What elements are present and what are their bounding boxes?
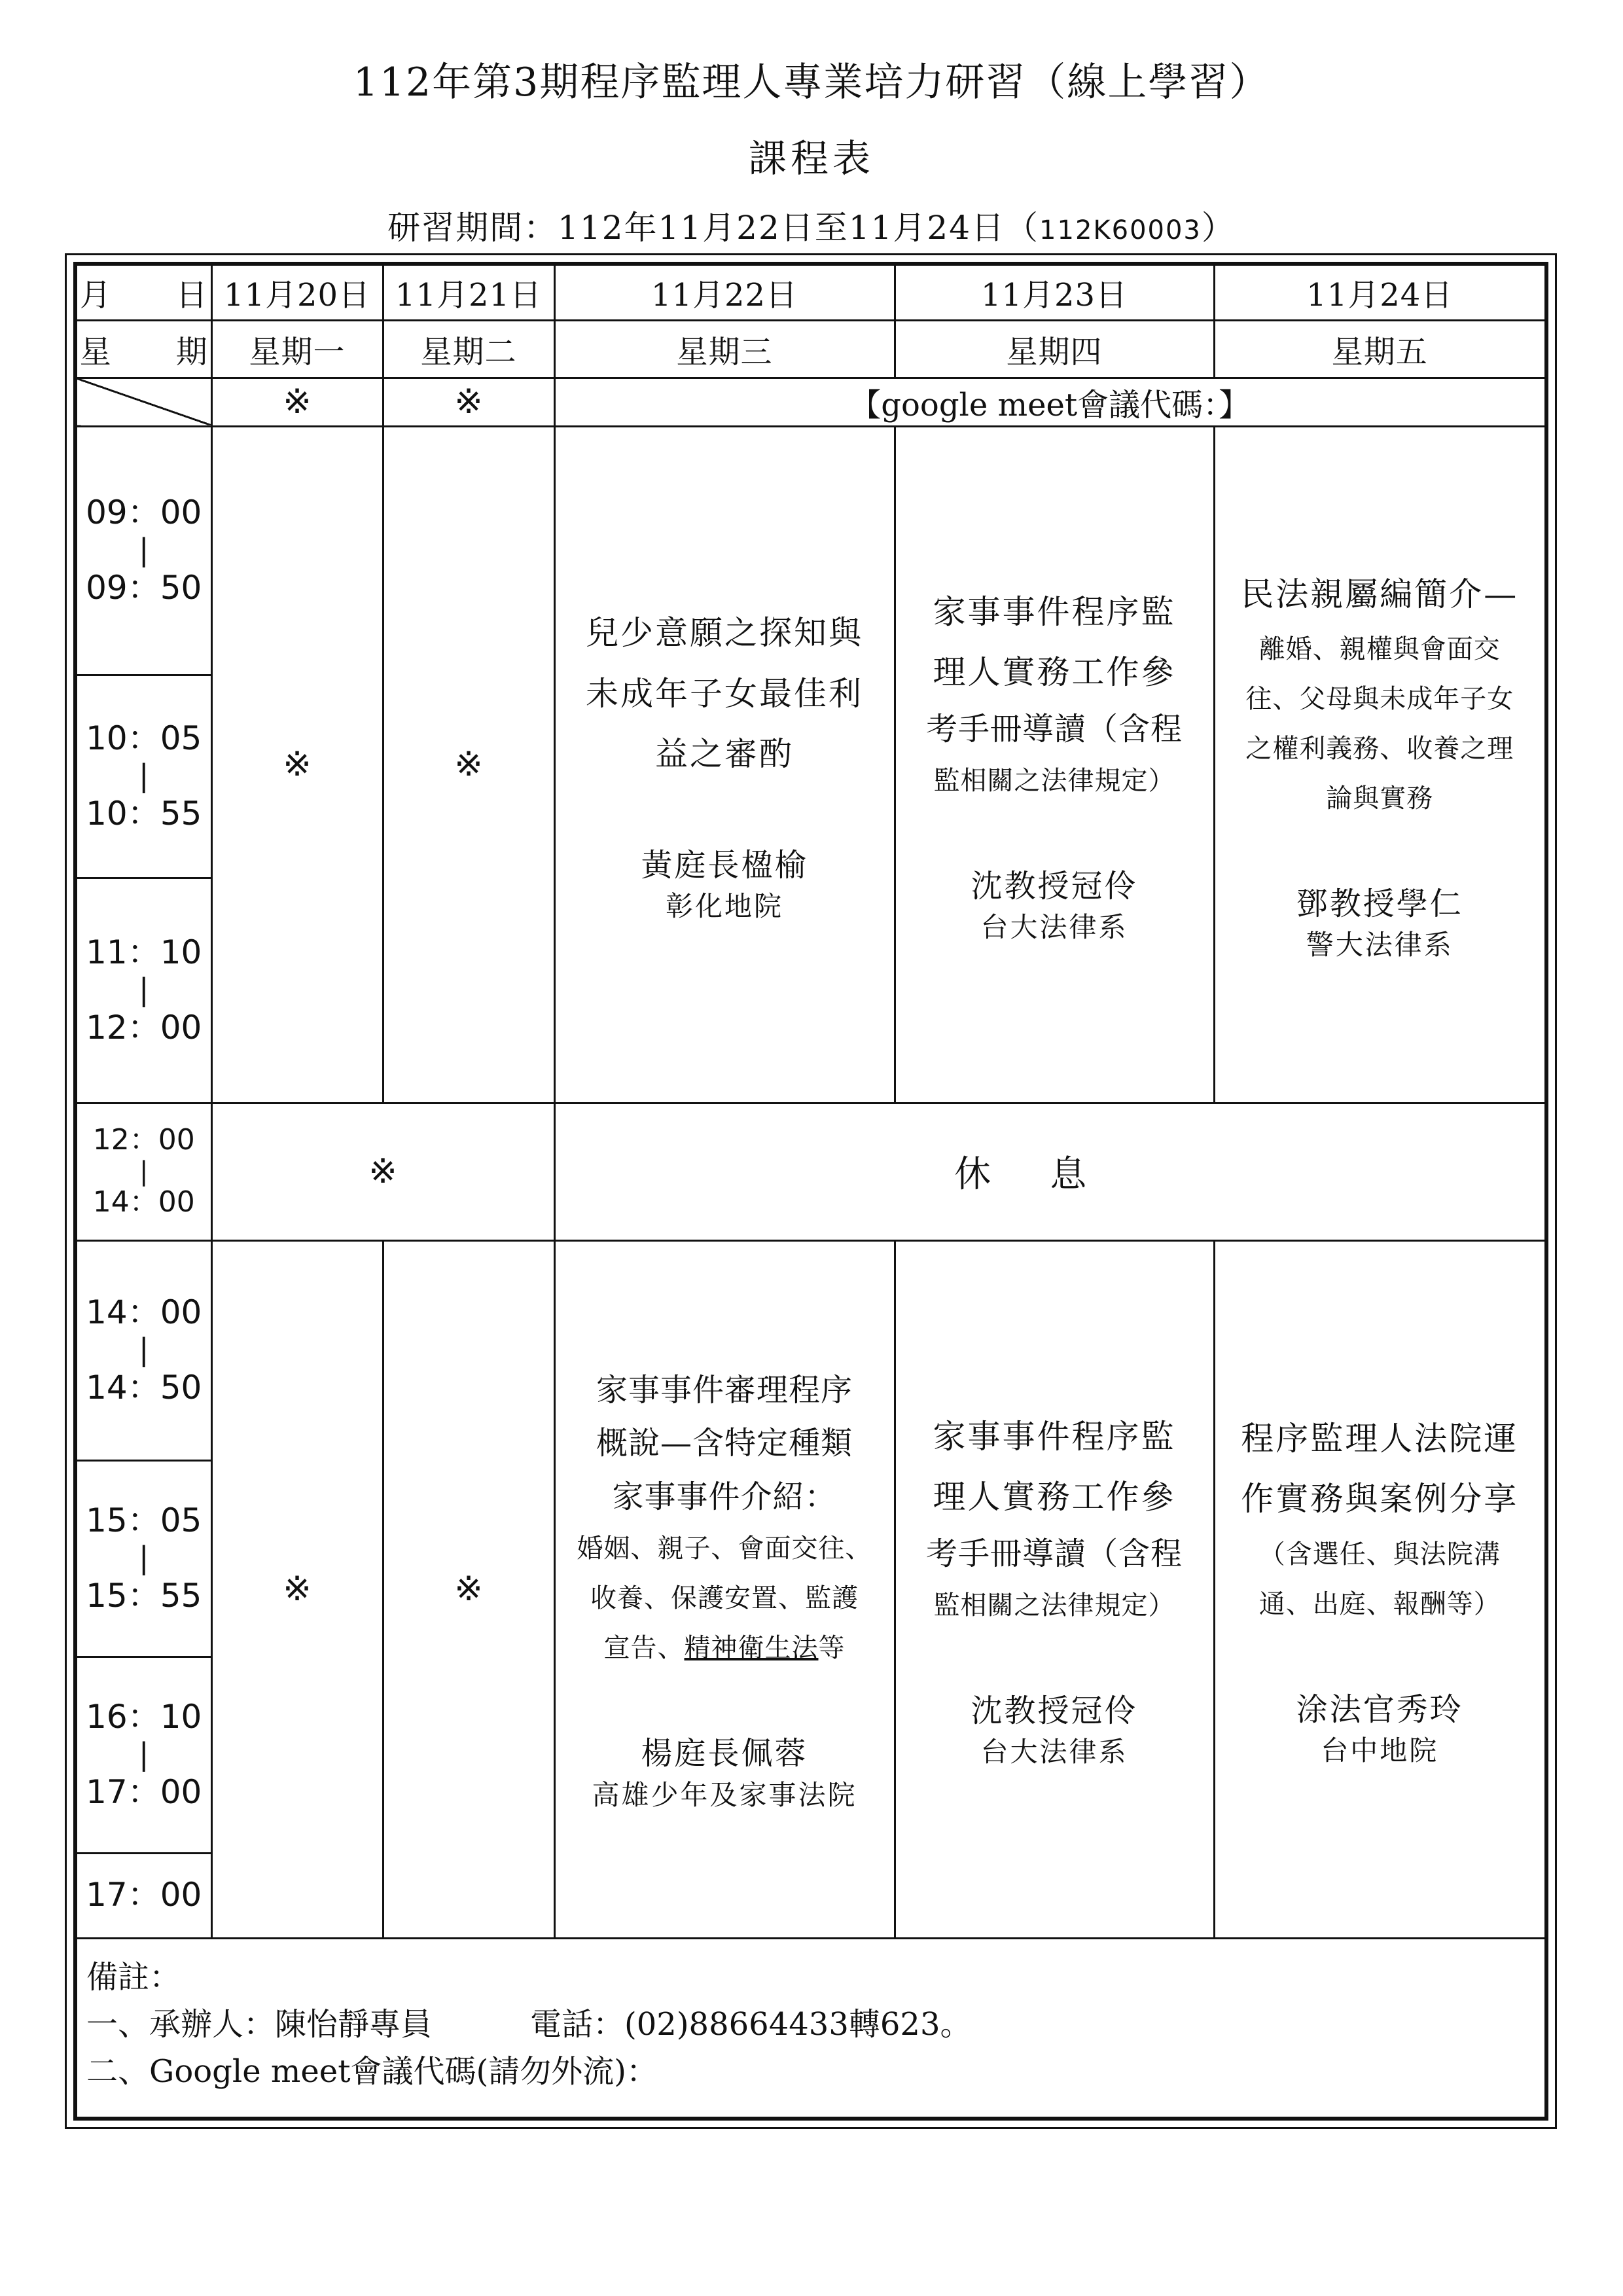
weekday-thu: 星期四 [895, 320, 1214, 378]
course-title: 家事事件介紹： [612, 1478, 837, 1515]
date-wed: 11月22日 [554, 264, 895, 320]
course-fri-morning [1214, 426, 1546, 1103]
course-detail: 離婚、親權與會面交 [1258, 634, 1501, 665]
mark-mon-meet: ※ [211, 378, 383, 426]
slot-row [75, 426, 1546, 675]
mark-mon-morning: ※ [211, 426, 383, 1103]
notes-label: 備註： [86, 1958, 181, 1996]
detail-suffix: 等 [818, 1633, 846, 1664]
lecturer: 鄧教授學仁 [1296, 886, 1463, 923]
affiliation: 台大法律系 [980, 1736, 1128, 1768]
row-label-date: 月 日 [75, 264, 211, 320]
mark-tue-meet: ※ [383, 378, 554, 426]
course-detail: 通、出庭、報酬等） [1258, 1588, 1501, 1619]
time-slot-1110 [75, 878, 211, 1103]
time-end: 10：55 [86, 794, 202, 833]
time-slot-lunch [75, 1103, 211, 1240]
time-slot-end [75, 1853, 211, 1938]
course-wed-morning [554, 426, 895, 1103]
course-detail: 往、父母與未成年子女 [1245, 684, 1514, 715]
course-detail: （含選任、與法院溝 [1258, 1539, 1501, 1570]
weekday-tue: 星期二 [383, 320, 554, 378]
mark-mon-afternoon: ※ [211, 1240, 383, 1938]
time-start: 16：10 [86, 1697, 202, 1736]
time-slot-1005 [75, 675, 211, 878]
course-title: 概說—含特定種類 [596, 1425, 853, 1462]
lecturer: 沈教授冠伶 [971, 868, 1138, 905]
lecturer: 涂法官秀玲 [1296, 1691, 1463, 1728]
time-slot-1505 [75, 1460, 211, 1657]
mark-lunch: ※ [211, 1103, 554, 1240]
page-title: 112年第3期程序監理人專業培力研習（線上學習） [353, 60, 1270, 105]
affiliation: 高雄少年及家事法院 [592, 1778, 857, 1811]
weekday-mon: 星期一 [211, 320, 383, 378]
underlined-law-name: 精神衛生法 [684, 1633, 819, 1664]
course-title: 未成年子女最佳利 [586, 674, 863, 713]
course-detail: 監相關之法律規定） [933, 766, 1175, 797]
notes [75, 1938, 1546, 2119]
rest-label: 休息 [554, 1103, 1546, 1240]
affiliation: 台大法律系 [980, 911, 1128, 944]
detail-prefix: 宣告、 [603, 1633, 685, 1664]
lunch-row [75, 1103, 1546, 1240]
time-end: 14：00 [92, 1185, 195, 1219]
notes-row [75, 1938, 1546, 2119]
time-start: 15：05 [86, 1501, 202, 1539]
study-period-label: 研習期間：112年11月22日至11月24日（ [387, 209, 1040, 247]
time-separator: | [139, 532, 149, 568]
contact-phone: 電話：(02)88664433轉623。 [530, 2005, 972, 2043]
course-thu-afternoon [895, 1240, 1214, 1938]
study-period [0, 202, 1623, 249]
course-title: 作實務與案例分享 [1241, 1480, 1519, 1518]
row-label-weekday: 星 期 [75, 320, 211, 378]
time-slot-1610 [75, 1657, 211, 1853]
course-detail: 收養、保護安置、監護 [590, 1583, 859, 1614]
affiliation: 彰化地院 [665, 889, 783, 922]
page-subtitle: 課程表 [748, 136, 874, 181]
course-title: 民法親屬編簡介— [1241, 575, 1519, 613]
time-separator: | [139, 1736, 149, 1772]
date-row [75, 264, 1546, 320]
notes-line-meet-code: 二、Google meet會議代碼(請勿外流)： [86, 2053, 658, 2090]
course-title: 理人實務工作參 [933, 653, 1176, 692]
course-wed-afternoon [554, 1240, 895, 1938]
time-end: 17：00 [86, 1772, 202, 1811]
lecturer: 黃庭長楹榆 [641, 846, 808, 884]
diagonal-header-cell [75, 378, 211, 426]
affiliation: 警大法律系 [1306, 929, 1454, 961]
time-start: 12：00 [92, 1123, 195, 1157]
mark-tue-afternoon: ※ [383, 1240, 554, 1938]
course-title: 家事事件程序監 [933, 592, 1176, 631]
schedule-table [73, 262, 1548, 2121]
time-end: 15：55 [86, 1576, 202, 1615]
course-title: 考手冊導讀（含程 [925, 710, 1183, 747]
course-code: 112K60003 [1039, 215, 1202, 245]
date-fri: 11月24日 [1214, 264, 1546, 320]
meet-row [75, 378, 1546, 426]
mark-tue-morning: ※ [383, 426, 554, 1103]
affiliation: 台中地院 [1321, 1734, 1439, 1767]
course-title: 考手冊導讀（含程 [925, 1535, 1183, 1572]
course-detail: 監相關之法律規定） [933, 1590, 1175, 1621]
course-title: 益之審酌 [655, 735, 794, 774]
course-title: 兒少意願之探知與 [586, 614, 863, 653]
weekday-fri: 星期五 [1214, 320, 1546, 378]
date-tue: 11月21日 [383, 264, 554, 320]
course-title: 理人實務工作參 [933, 1478, 1176, 1516]
date-mon: 11月20日 [211, 264, 383, 320]
time-separator: | [139, 758, 149, 794]
time-start: 09：00 [86, 493, 202, 531]
time-slot-1400 [75, 1240, 211, 1460]
study-period-close: ） [1201, 209, 1236, 247]
lecturer: 楊庭長佩蓉 [641, 1735, 808, 1772]
time-separator: | [139, 1540, 149, 1576]
time-end: 12：00 [86, 1008, 202, 1047]
course-title: 程序監理人法院運 [1241, 1419, 1519, 1458]
time-start: 14：00 [86, 1293, 202, 1331]
notes-line-contact [86, 2001, 1544, 2048]
time-start: 11：10 [86, 933, 202, 971]
course-title: 家事事件審理程序 [596, 1371, 853, 1408]
time-end: 14：50 [86, 1368, 202, 1407]
time-end: 17：00 [86, 1876, 202, 1914]
weekday-wed: 星期三 [554, 320, 895, 378]
slot-row [75, 1240, 1546, 1460]
time-slot-0900 [75, 426, 211, 675]
contact-person: 一、承辦人：陳怡靜專員 [86, 2005, 433, 2043]
time-separator: | [139, 1157, 149, 1187]
time-separator: | [139, 1332, 149, 1368]
course-detail: 婚姻、親子、會面交往、 [577, 1534, 872, 1564]
time-start: 10：05 [86, 719, 202, 757]
course-detail: 論與實務 [1326, 783, 1434, 814]
lecturer: 沈教授冠伶 [971, 1693, 1138, 1730]
meet-code-label: 【google meet會議代碼：】 [554, 378, 1546, 426]
time-separator: | [139, 972, 149, 1008]
course-fri-afternoon [1214, 1240, 1546, 1938]
course-detail: 之權利義務、收養之理 [1245, 734, 1514, 764]
time-end: 09：50 [86, 568, 202, 607]
course-title: 家事事件程序監 [933, 1417, 1176, 1456]
course-detail-last [556, 1623, 894, 1673]
weekday-row [75, 320, 1546, 378]
course-thu-morning [895, 426, 1214, 1103]
date-thu: 11月23日 [895, 264, 1214, 320]
